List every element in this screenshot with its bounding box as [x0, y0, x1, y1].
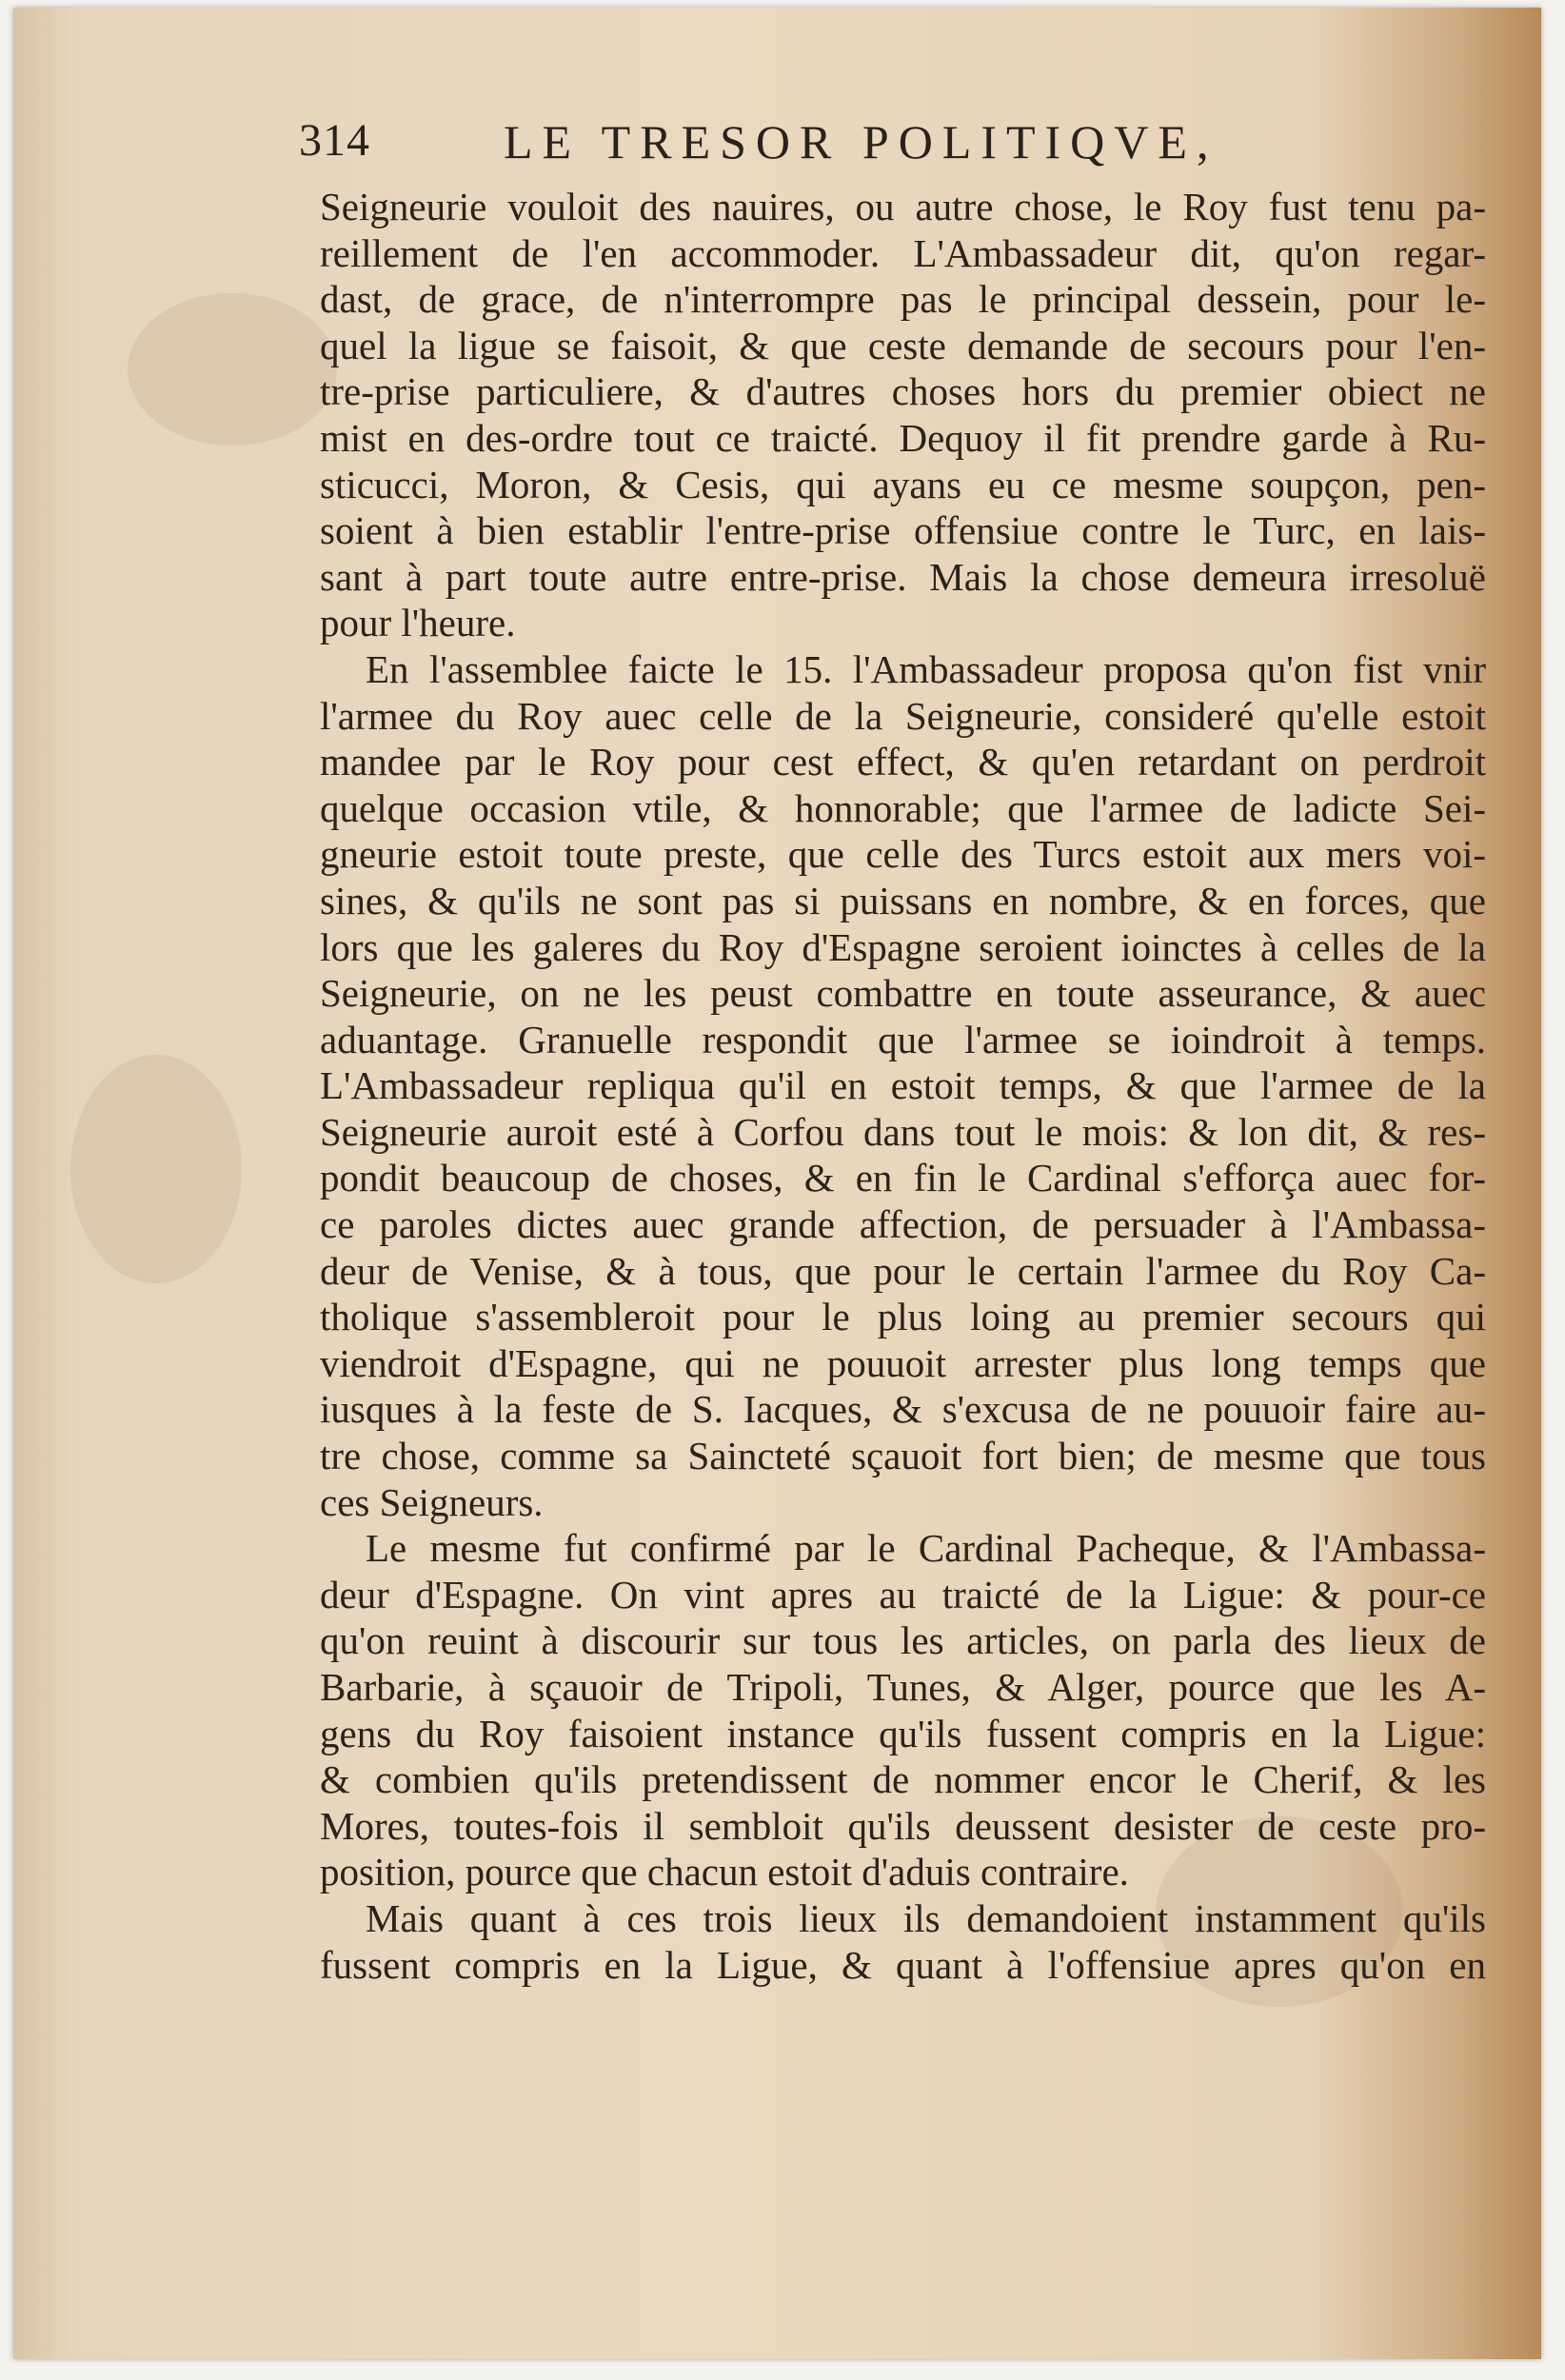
- text-line: sines, & qu'ils ne sont pas si puissans en nombre, & en forces, que: [320, 878, 1486, 922]
- text-line: quel la ligue se faisoit, & que ceste demande de secours pour l'en-: [320, 323, 1486, 367]
- text-line: tholique s'assembleroit pour le plus loing au premier secours qui: [320, 1295, 1486, 1339]
- text-line: Seigneurie, on ne les peust combattre en toute asseurance, & auec: [320, 971, 1486, 1016]
- text-line: L'Ambassadeur repliqua qu'il en estoit temps, & que l'armee de la: [320, 1063, 1486, 1108]
- text-line: ces Seigneurs.: [320, 1479, 544, 1524]
- text-line: iusques à la feste de S. Iacques, & s'excusa de ne pouuoir faire au-: [320, 1387, 1486, 1432]
- body-text: [320, 184, 1486, 1988]
- text-line: pondit beaucoup de choses, & en fin le Cardinal s'efforça auec for-: [320, 1156, 1486, 1200]
- text-line: aduantage. Granuelle respondit que l'armee se ioindroit à temps.: [320, 1017, 1486, 1061]
- text-line: Mores, toutes-fois il sembloit qu'ils deussent desister de ceste pro-: [320, 1803, 1486, 1848]
- text-line: Seigneurie vouloit des nauires, ou autre chose, le Roy fust tenu pa-: [320, 185, 1486, 228]
- paragraph: [320, 184, 1486, 646]
- text-line: tre-prise particuliere, & d'autres choses hors du premier obiect ne: [320, 369, 1486, 414]
- text-line: position, pource que chacun estoit d'aduis contraire.: [320, 1850, 1129, 1894]
- text-line: mist en des-ordre tout ce traicté. Dequoy il fit prendre garde à Ru-: [320, 415, 1486, 460]
- text-line: ce paroles dictes auec grande affection, de persuader à l'Ambassa-: [320, 1202, 1486, 1247]
- foxing-stain: [128, 293, 337, 446]
- page-number: 314: [299, 115, 370, 166]
- text-line: soient à bien establir l'entre-prise offensiue contre le Turc, en lais-: [320, 508, 1486, 553]
- foxing-stain: [70, 1055, 242, 1283]
- paragraph: [320, 1895, 1486, 1988]
- text-line: quelque occasion vtile, & honnorable; que l'armee de ladicte Sei-: [320, 785, 1486, 830]
- text-line: Le mesme fut confirmé par le Cardinal Pacheque, & l'Ambassa-: [366, 1526, 1486, 1571]
- text-line: viendroit d'Espagne, qui ne pouuoit arrester plus long temps que: [320, 1340, 1486, 1385]
- text-line: En l'assemblee faicte le 15. l'Ambassadeur proposa qu'on fist vnir: [366, 646, 1486, 691]
- text-line: dast, de grace, de n'interrompre pas le principal dessein, pour le-: [320, 277, 1486, 322]
- paragraph: [320, 1525, 1486, 1895]
- book-page: [13, 8, 1541, 2359]
- paragraph: [320, 646, 1486, 1525]
- text-line: fussent compris en la Ligue, & quant à l'offensiue apres qu'on en: [320, 1942, 1486, 1987]
- text-line: Barbarie, à sçauoir de Tripoli, Tunes, & Alger, pource que les A-: [320, 1665, 1486, 1709]
- text-line: tre chose, comme sa Saincteté sçauoit fort bien; de mesme que tous: [320, 1434, 1486, 1478]
- text-line: reillement de l'en accommoder. L'Ambassadeur dit, qu'on regar-: [320, 230, 1486, 275]
- text-line: Seigneurie auroit esté à Corfou dans tout le mois: & lon dit, & res-: [320, 1109, 1486, 1154]
- running-title: LE TRESOR POLITIQVE,: [504, 115, 1218, 169]
- text-line: deur d'Espagne. On vint apres au traicté de la Ligue: & pour-ce: [320, 1572, 1486, 1616]
- text-line: l'armee du Roy auec celle de la Seigneurie, consideré qu'elle estoit: [320, 693, 1486, 738]
- text-line: gneurie estoit toute preste, que celle des Turcs estoit aux mers voi-: [320, 832, 1486, 877]
- text-line: mandee par le Roy pour cest effect, & qu'en retardant on perdroit: [320, 740, 1486, 784]
- text-line: sant à part toute autre entre-prise. Mais la chose demeura irresoluë: [320, 554, 1486, 599]
- text-line: qu'on reuint à discourir sur tous les articles, on parla des lieux de: [320, 1618, 1486, 1663]
- text-line: gens du Roy faisoient instance qu'ils fussent compris en la Ligue:: [320, 1711, 1486, 1755]
- text-line: lors que les galeres du Roy d'Espagne seroient ioinctes à celles de la: [320, 924, 1486, 969]
- text-line: & combien qu'ils pretendissent de nommer encor le Cherif, & les: [320, 1757, 1486, 1802]
- text-line: deur de Venise, & à tous, que pour le certain l'armee du Roy Ca-: [320, 1248, 1486, 1293]
- text-line: sticucci, Moron, & Cesis, qui ayans eu ce mesme soupçon, pen-: [320, 462, 1486, 506]
- text-line: Mais quant à ces trois lieux ils demandoient instamment qu'ils: [366, 1895, 1486, 1940]
- text-line: pour l'heure.: [320, 601, 516, 645]
